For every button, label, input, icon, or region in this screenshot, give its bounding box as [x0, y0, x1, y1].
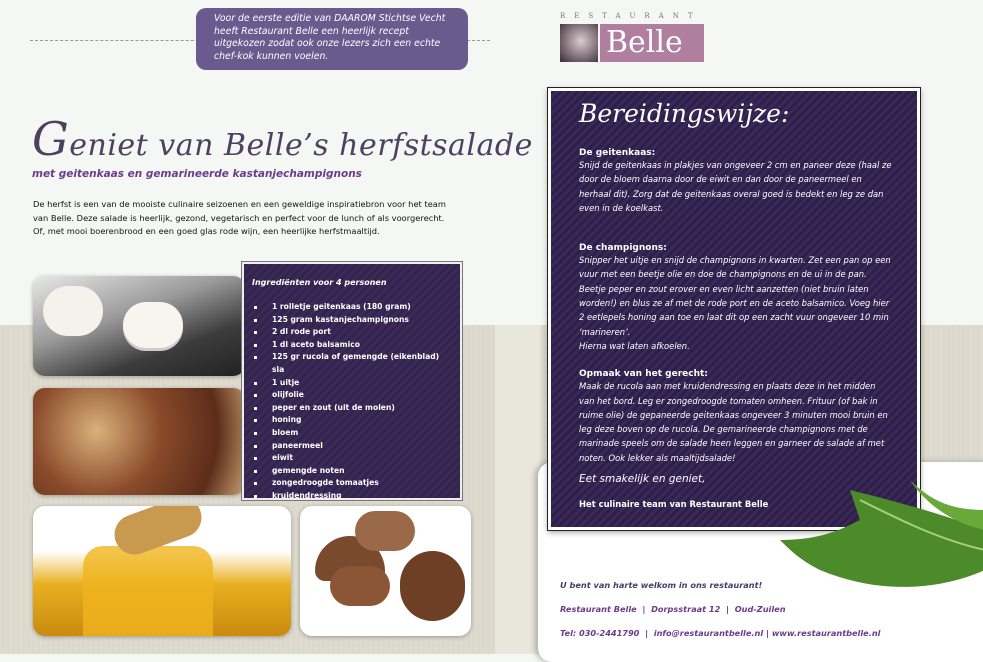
restaurant-logo	[560, 12, 706, 76]
title-initial: G	[32, 112, 70, 166]
ingredient-item: zongedroogde tomaatjes	[252, 477, 452, 490]
logo-portrait-icon	[560, 24, 598, 62]
ingredient-item: 1 rolletje geitenkaas (180 gram)	[252, 301, 452, 314]
ingredient-item: peper en zout (uit de molen)	[252, 402, 452, 415]
ingredient-item: 1 dl aceto balsamico	[252, 339, 452, 352]
page-subtitle: met geitenkaas en gemarineerde kastanjechampignons	[32, 168, 362, 180]
section-text: Snipper het uitje en snijd de champignons in kwarten. Zet een pan op een vuur met een beetje olie en doe de champignons en de ui in de pan. Beetje peper en zout erover en even licht aanzetten (niet bruin laten worden!) en blus ze af met de rode port en de aceto balsamico. Voeg hier 2 eetlepels honing aan toe en laat dit op een zacht vuur ongeveer 10 min ‘marineren’.	[579, 255, 891, 337]
logo-name: Belle	[600, 24, 704, 62]
preparation-box	[548, 88, 920, 530]
ingredient-item: 125 gram kastanjechampignons	[252, 314, 452, 327]
ingredients-list	[252, 301, 452, 503]
ingredient-item: kruidendressing	[252, 490, 452, 503]
intro-paragraph: De herfst is een van de mooiste culinaire seizoenen en een geweldige inspiratiebron voor het team van Belle. Deze salade is heerlijk, gezond, vegetarisch en perfect voor de lunch of als voorgerecht.	[33, 199, 446, 223]
signature: Het culinaire team van Restaurant Belle	[579, 499, 769, 510]
ingredient-item: gemengde noten	[252, 465, 452, 478]
prep-section-mushrooms	[579, 243, 893, 353]
ingredient-item: eiwit	[252, 452, 452, 465]
nuts-photo	[33, 388, 245, 495]
rucola-leaf-image	[760, 480, 983, 600]
section-text: Snijd de geitenkaas in plakjes van ongeveer 2 cm en paneer deze (haal ze door de bloem daarna door de eiwit en dan door de paneermeel en herhaal dit). Zorg dat de geitenkaas overal goed is bedekt en leg ze dan even in de koelkast.	[579, 160, 892, 213]
prep-section-cheese	[579, 148, 893, 215]
ingredient-item: 2 dl rode port	[252, 326, 452, 339]
footer-address: Restaurant Belle | Dorpsstraat 12 | Oud-Zuilen	[560, 604, 786, 614]
intro-paragraph: Of, met mooi boerenbrood en een goed glas rode wijn, een heerlijke herfstmaaltijd.	[33, 226, 380, 236]
intro-banner: Voor de eerste editie van DAAROM Stichtse Vecht heeft Restaurant Belle een heerlijk recept uitgekozen zodat ook onze lezers zich een echte chef-kok kunnen voelen.	[196, 8, 468, 70]
honey-photo	[33, 506, 291, 636]
section-text: Hierna wat laten afkoelen.	[579, 340, 690, 351]
greeting: Eet smakelijk en geniet,	[579, 473, 706, 486]
ingredients-box	[242, 262, 462, 500]
section-title: De geitenkaas:	[579, 148, 656, 158]
ingredients-heading: Ingrediënten voor 4 personen	[252, 278, 387, 287]
ingredient-item: 125 gr rucola of gemengde (eikenblad) sla	[252, 351, 452, 376]
section-title: Opmaak van het gerecht:	[579, 369, 708, 380]
prep-section-plating	[579, 369, 893, 465]
section-title: De champignons:	[579, 243, 667, 254]
goat-cheese-photo	[33, 276, 245, 376]
section-text: Maak de rucola aan met kruidendressing en plaats deze in het midden van het bord. Leg er zongedroogde tomaten omheen. Frituur (of bak in ruime olie) de gepaneerde geitenkaas ongeveer 3 minuten mooi bruin en leg deze boven op de rucola. De gemarineerde champignons met de marinade speels om de salade heen leggen en garneer de salade af met noten. Ook lekker als maaltijdsalade!	[579, 381, 888, 463]
ingredient-item: honing	[252, 414, 452, 427]
mushrooms-photo	[300, 506, 471, 636]
ingredient-item: paneermeel	[252, 440, 452, 453]
footer-welcome: U bent van harte welkom in ons restaurant!	[560, 580, 763, 590]
title-text: eniet van Belle’s herfstsalade	[69, 128, 533, 163]
page-title	[32, 112, 533, 166]
preparation-heading: Bereidingswijze:	[579, 99, 790, 128]
ingredient-item: olijfolie	[252, 389, 452, 402]
ingredient-item: 1 uitje	[252, 377, 452, 390]
logo-restaurant-text: RESTAURANT	[560, 12, 702, 20]
background-gap	[495, 325, 540, 654]
footer-contact[interactable]: Tel: 030-2441790 | info@restaurantbelle.nl | www.restaurantbelle.nl	[560, 628, 881, 638]
ingredient-item: bloem	[252, 427, 452, 440]
intro-text	[33, 198, 463, 239]
